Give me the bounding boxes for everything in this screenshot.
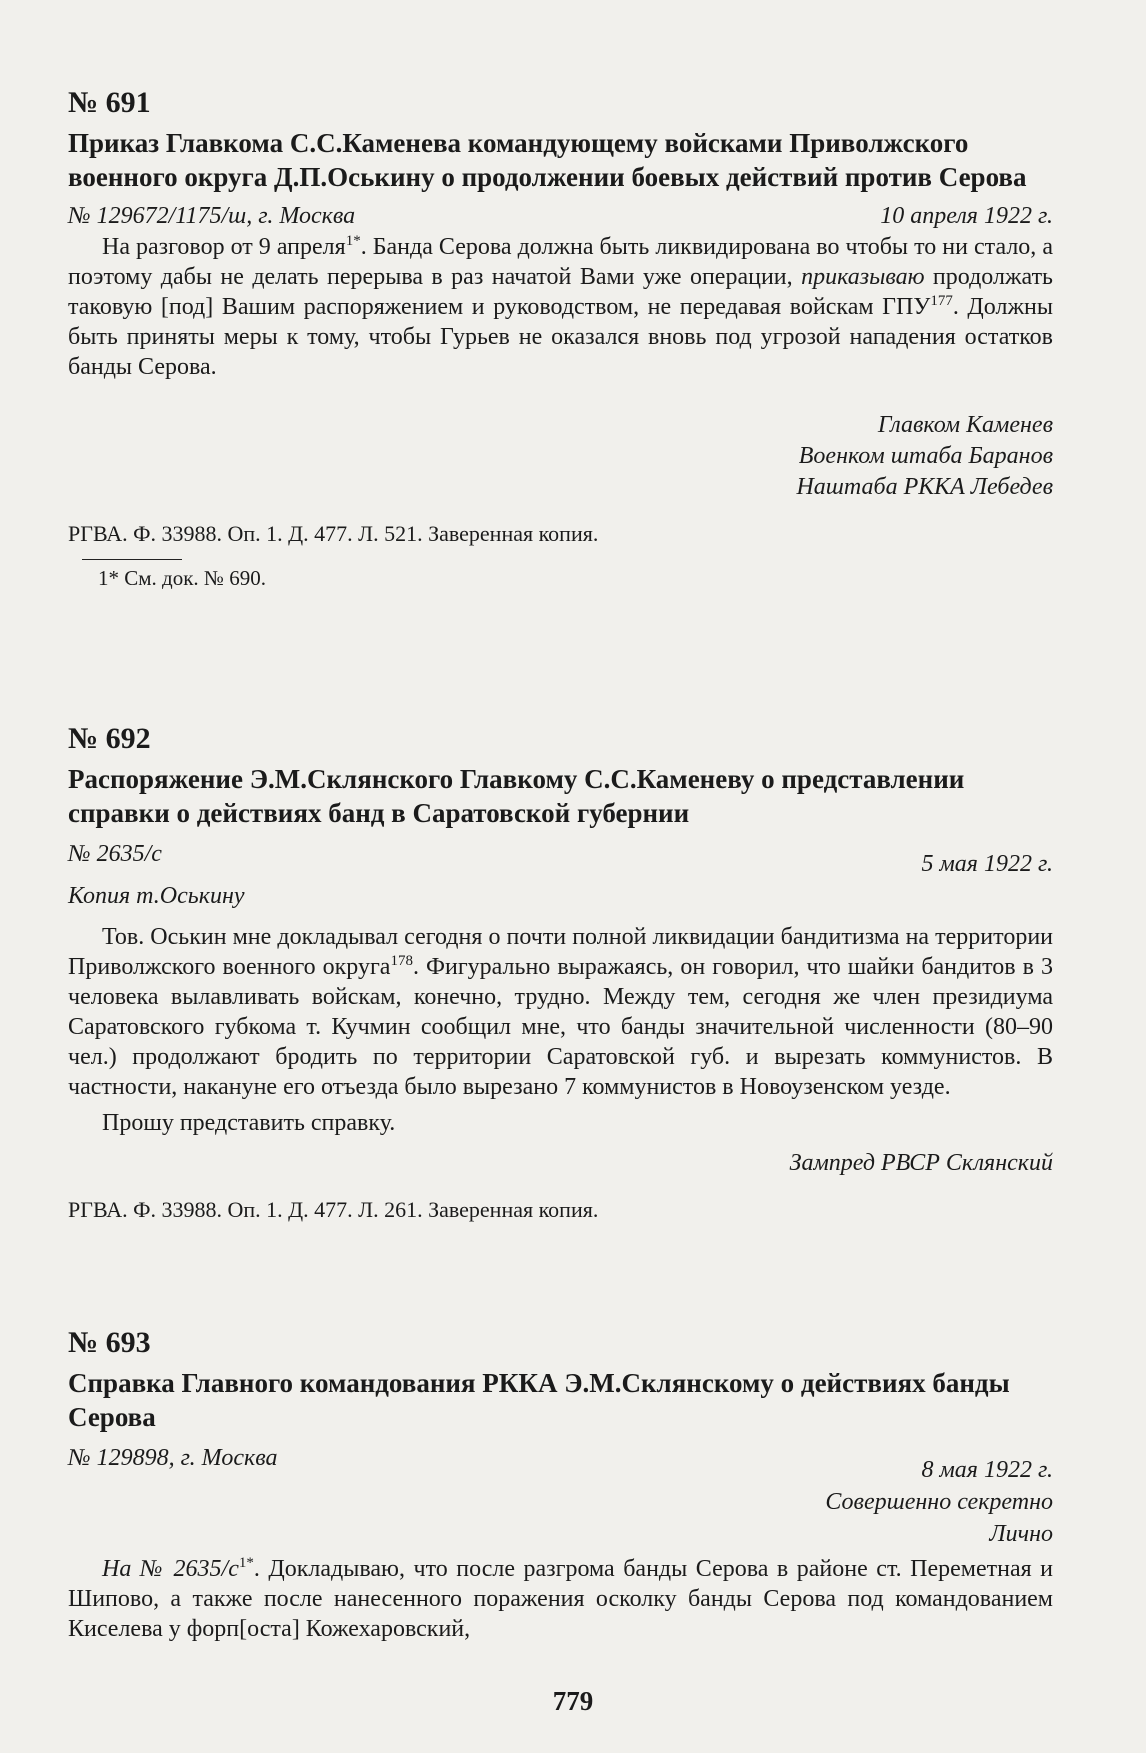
doc-693-ref: № 129898, г. Москва: [68, 1445, 278, 1471]
doc-692: [68, 722, 1053, 1225]
doc-692-source: РГВА. Ф. 33988. Оп. 1. Д. 477. Л. 261. Заверенная копия.: [68, 1197, 599, 1222]
doc-692-title: Распоряжение Э.М.Склянского Главкому С.С.Каменеву о представлении справки о действиях банд в Саратовской губернии: [68, 764, 965, 828]
doc-693-personal: Лично: [989, 1521, 1053, 1547]
signature-sklyansky: Зампред РВСР Склянский: [789, 1150, 1053, 1176]
doc-693-title: Справка Главного командования РККА Э.М.Склянскому о действиях банды Серова: [68, 1368, 1010, 1432]
doc-691-ref: № 129672/1175/ш, г. Москва: [68, 203, 356, 229]
doc-692-number: № 692: [68, 722, 151, 755]
doc-691-number: № 691: [68, 86, 151, 119]
page-number: 779: [552, 1686, 594, 1716]
doc-691-signatures: [68, 410, 1053, 503]
signature-glavkom: Главком Каменев: [877, 412, 1053, 438]
doc-691-source: РГВА. Ф. 33988. Оп. 1. Д. 477. Л. 521. Заверенная копия.: [68, 521, 599, 546]
doc-692-meta: [68, 838, 1053, 880]
doc-691: [68, 86, 1053, 592]
doc-693-body: На № $2635/с^{1*}$. Докладываю, что после разгрома банды Серова в районе ст. Переметная и Шипово, а также после нанесенного поражения осколку банды Серова под командованием Киселева у форп[оста] Кожехаровский,: [68, 1555, 1054, 1642]
doc-691-footnote: 1* См. док. № 690.: [98, 566, 266, 590]
doc-693: [68, 1326, 1053, 1644]
footnote-divider: [82, 559, 182, 560]
doc-692-body: Тов. Оськин мне докладывал сегодня о почти полной ликвидации бандитизма на территории Приволжского военного округа$^{178}$. Фигурально выражаясь, он говорил, что шайки бандитов в 3 человека вылавливать войскам, конечно, трудно. Между тем, сегодня же член президиума Саратовского губкома т. Кучмин сообщил мне, что банды значительной численности (80–90 чел.) продолжают бродить по территории Саратовской губ. и вырезать коммунистов. В частности, накануне его отъезда было вырезано 7 коммунистов в Новоузенском уезде.: [68, 924, 1053, 1100]
doc-691-body: На разговор от 9 апреля$^{1*}$. Банда Серова должна быть ликвидирована во чтобы то ни стало, а поэтому дабы не делать перерыва в раз начатой Вами уже операции, приказываю продолжать таковую [под] Вашим распоряжением и руководством, не передавая войскам ГПУ$^{177}$. Должны быть приняты меры к тому, чтобы Гурьев не оказался вновь под угрозой нападения остатков банды Серова.: [68, 233, 1053, 380]
signature-voenkom: Военком штаба Баранов: [798, 443, 1053, 469]
doc-693-date: 8 мая 1922 г.: [921, 1457, 1053, 1483]
doc-693-meta: [68, 1442, 1053, 1486]
doc-692-copy-note: Копия т.Оськину: [68, 883, 245, 909]
doc-692-date: 5 мая 1922 г.: [921, 851, 1053, 877]
doc-692-request: Прошу представить справку.: [102, 1110, 396, 1136]
signature-nashtaba: Наштаба РККА Лебедев: [796, 474, 1053, 500]
doc-693-number: № 693: [68, 1326, 151, 1359]
doc-691-date: 10 апреля 1922 г.: [880, 203, 1053, 229]
doc-691-title: Приказ Главкома С.С.Каменева командующему войсками Приволжского военного округа Д.П.Оськину о продолжении боевых действий против Серова: [68, 128, 1027, 192]
doc-693-secret: Совершенно секретно: [825, 1489, 1053, 1515]
doc-692-ref: № 2635/с: [68, 841, 162, 867]
doc-691-meta: [68, 200, 1053, 232]
